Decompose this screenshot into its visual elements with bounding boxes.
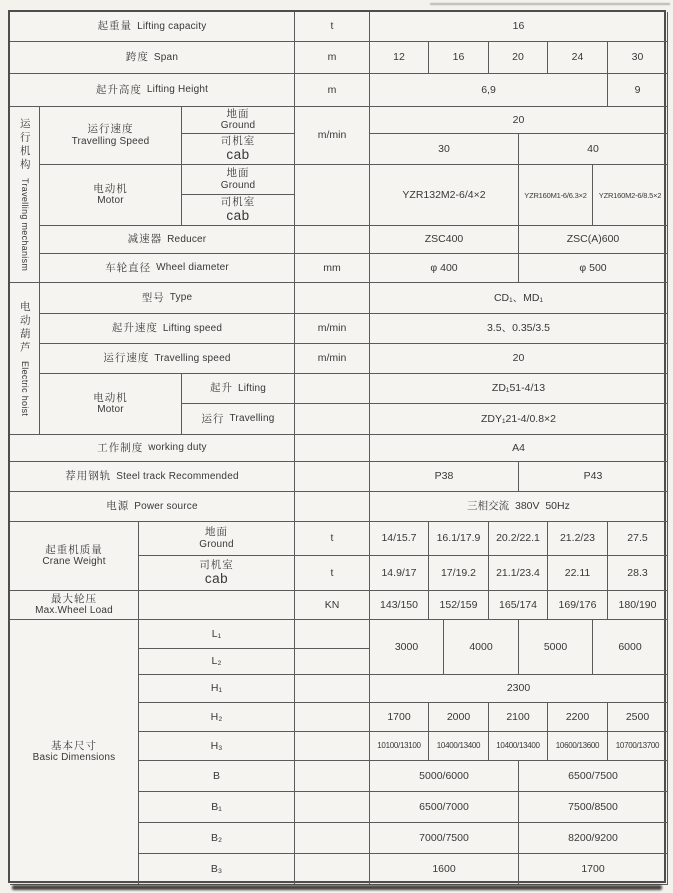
hoist-lifting-speed-label-en: Lifting speed [162,322,223,334]
hoist-motor-label-en: Motor [97,404,124,416]
dim-H3-value-5: 10700/13700 [608,732,668,761]
crane-weight-cab-label [139,556,295,591]
wheel-diameter-label-en: Wheel diameter [156,262,229,273]
hoist-motor-lifting-value: ZD₁51-4/13 [370,374,668,404]
section-electric-hoist-zh: 电动葫芦 [18,300,31,355]
dim-H2-unit [295,703,370,732]
hoist-type-label-en: Type [169,292,193,303]
dim-H3-value-4: 10600/13600 [548,732,608,761]
lifting-height-label [10,74,295,107]
section-travelling-mechanism [10,107,40,283]
reducer-label-en: Reducer [167,233,207,245]
dim-B1-value-1: 6500/7000 [370,792,519,823]
dim-B3-value-2: 1700 [519,854,668,885]
section-electric-hoist [10,283,40,435]
scan-artifact-top-line [430,3,670,5]
dim-H1-label: H₁ [139,675,295,703]
dim-H2-value-3: 2100 [489,703,548,732]
hoist-type-label-zh: 型号 [141,291,165,304]
max-wheel-load-label-en: Max.Wheel Load [35,605,113,617]
travelling-motor-ground-label [182,165,295,195]
dim-L-value-3: 5000 [519,620,593,675]
hoist-motor-label-zh: 电动机 [93,391,128,404]
power-source-label [10,492,295,522]
crane-weight-cab-zh: 司机室 [199,558,234,571]
travelling-speed-ground-value: 20 [370,107,668,134]
dim-B-label: B [139,761,295,792]
dim-H2-value-4: 2200 [548,703,608,732]
travelling-speed-label-en: Travelling Speed [71,135,150,147]
power-source-unit [295,492,370,522]
hoist-motor-travelling-value: ZDY₁21-4/0.8×2 [370,404,668,435]
reducer-value-1: ZSC400 [370,226,519,254]
reducer-value-2: ZSC(A)600 [519,226,668,254]
hoist-motor-label [40,374,182,435]
max-wheel-load-label-zh: 最大轮压 [51,592,97,605]
lifting-capacity-label-zh: 起重量 [97,20,133,33]
dim-B3-unit [295,854,370,885]
hoist-motor-travelling-en: Travelling [229,413,275,424]
steel-track-unit [295,462,370,492]
hoist-motor-lifting-unit [295,374,370,404]
crane-weight-ground-value-3: 20.2/22.1 [489,522,548,556]
dim-B2-unit [295,823,370,854]
dim-H3-label: H₃ [139,732,295,761]
span-value-16: 16 [429,42,489,74]
wheel-diameter-unit: mm [295,254,370,283]
travelling-motor-value-3: YZR160M2-6/8.5×2 [593,165,668,226]
hoist-motor-lifting-en: Lifting [237,382,267,394]
lifting-capacity-unit: t [295,12,370,42]
max-wheel-load-value-4: 169/176 [548,591,608,620]
crane-weight-ground-value-1: 14/15.7 [370,522,429,556]
dim-L1-label: L₁ [139,620,295,649]
max-wheel-load-value-2: 152/159 [429,591,489,620]
hoist-motor-travelling-zh: 运行 [201,412,225,425]
crane-weight-ground-value-5: 27.5 [608,522,668,556]
hoist-lifting-speed-unit: m/min [295,314,370,344]
span-label [10,42,295,74]
dim-L2-label: L₂ [139,649,295,675]
working-duty-value: A4 [370,435,668,462]
wheel-diameter-value-1: φ 400 [370,254,519,283]
max-wheel-load-value-3: 165/174 [489,591,548,620]
dim-B3-value-1: 1600 [370,854,519,885]
travelling-motor-ground-zh: 地面 [226,167,250,180]
span-value-12: 12 [370,42,429,74]
reducer-unit [295,226,370,254]
crane-weight-label [10,522,139,591]
steel-track-label-en: Steel track Recommended [116,470,239,482]
section-electric-hoist-en: Electric hoist [20,360,30,417]
crane-weight-ground-zh: 地面 [205,526,228,539]
span-value-30: 30 [608,42,668,74]
hoist-lifting-speed-value: 3.5、0.35/3.5 [370,314,668,344]
dim-L-value-1: 3000 [370,620,444,675]
power-source-value: 三相交流 380V 50Hz [370,492,668,522]
crane-weight-ground-value-2: 16.1/17.9 [429,522,489,556]
hoist-type-label [40,283,295,314]
hoist-type-value: CD₁、MD₁ [370,283,668,314]
wheel-diameter-value-2: φ 500 [519,254,668,283]
power-source-label-en: Power source [134,500,198,512]
dim-B-value-1: 5000/6000 [370,761,519,792]
wheel-diameter-label-zh: 车轮直径 [105,261,152,274]
hoist-type-unit [295,283,370,314]
dim-B1-value-2: 7500/8500 [519,792,668,823]
dim-H1-value: 2300 [370,675,668,703]
travelling-motor-ground-en: Ground [220,179,256,191]
travelling-speed-cab-label [182,134,295,165]
section-basic-dimensions [10,620,139,885]
span-label-zh: 跨度 [125,51,149,64]
max-wheel-load-value-5: 180/190 [608,591,668,620]
travelling-speed-ground-label [182,107,295,134]
dim-B-value-2: 6500/7500 [519,761,668,792]
dim-L1-unit [295,620,370,649]
crane-weight-cab-value-1: 14.9/17 [370,556,429,591]
travelling-speed-cab-zh: 司机室 [220,134,256,147]
lifting-capacity-value: 16 [370,12,668,42]
max-wheel-load-label [10,591,139,620]
section-travelling-mechanism-zh: 运行机构 [18,117,31,172]
lifting-height-unit: m [295,74,370,107]
span-label-en: Span [153,51,179,63]
dim-H2-value-5: 2500 [608,703,668,732]
travelling-motor-cab-en: cab [226,208,250,224]
dim-L-value-2: 4000 [444,620,519,675]
max-wheel-load-unit: KN [295,591,370,620]
section-travelling-mechanism-en: Travelling mechanism [20,177,30,272]
crane-weight-cab-unit: t [295,556,370,591]
working-duty-unit [295,435,370,462]
span-unit: m [295,42,370,74]
travelling-motor-value-1: YZR132M2-6/4×2 [370,165,519,226]
travelling-motor-cab-label [182,195,295,226]
section-basic-dimensions-en: Basic Dimensions [32,752,116,764]
travelling-motor-value-2: YZR160M1-6/6.3×2 [519,165,593,226]
max-wheel-load-spacer [139,591,295,620]
travelling-motor-cab-zh: 司机室 [220,195,256,208]
working-duty-label [10,435,295,462]
dim-B1-unit [295,792,370,823]
dim-L2-unit [295,649,370,675]
dim-H1-unit [295,675,370,703]
hoist-motor-travelling-unit [295,404,370,435]
crane-weight-cab-value-2: 17/19.2 [429,556,489,591]
lifting-height-label-en: Lifting Height [146,84,209,95]
crane-weight-ground-en: Ground [199,538,234,550]
travelling-motor-unit [295,165,370,226]
scan-artifact-bottom-bar [12,885,662,890]
travelling-speed-ground-en: Ground [220,120,256,132]
dim-B2-value-1: 7000/7500 [370,823,519,854]
dim-H3-unit [295,732,370,761]
travelling-speed-ground-zh: 地面 [226,107,250,120]
hoist-travelling-speed-value: 20 [370,344,668,374]
dim-H2-value-2: 2000 [429,703,489,732]
power-source-label-zh: 电源 [106,500,130,513]
crane-spec-table [8,10,666,883]
dim-H2-value-1: 1700 [370,703,429,732]
travelling-speed-cab-en: cab [226,147,250,163]
crane-weight-label-en: Crane Weight [42,556,106,568]
section-basic-dimensions-zh: 基本尺寸 [51,739,97,752]
crane-weight-ground-value-4: 21.2/23 [548,522,608,556]
steel-track-value-1: P38 [370,462,519,492]
crane-weight-cab-value-4: 22.11 [548,556,608,591]
crane-weight-cab-value-3: 21.1/23.4 [489,556,548,591]
crane-weight-ground-label [139,522,295,556]
travelling-speed-cab-value-1: 30 [370,134,519,165]
dim-B3-label: B₃ [139,854,295,885]
steel-track-label-zh: 荐用钢轨 [65,470,112,483]
hoist-travelling-speed-label-en: Travelling speed [154,352,231,364]
span-value-20: 20 [489,42,548,74]
crane-weight-label-zh: 起重机质量 [45,543,103,556]
hoist-motor-travelling-label [182,404,295,435]
working-duty-label-en: working duty [148,442,207,453]
steel-track-label [10,462,295,492]
hoist-motor-lifting-zh: 起升 [209,382,233,395]
travelling-speed-unit: m/min [295,107,370,165]
reducer-label [40,226,295,254]
hoist-travelling-speed-unit: m/min [295,344,370,374]
travelling-speed-cab-value-2: 40 [519,134,668,165]
lifting-capacity-label-en: Lifting capacity [137,20,207,32]
dim-B1-label: B₁ [139,792,295,823]
travelling-motor-label [40,165,182,226]
hoist-travelling-speed-label-zh: 运行速度 [103,352,150,365]
dim-H3-value-3: 10400/13400 [489,732,548,761]
travelling-speed-label [40,107,182,165]
travelling-speed-label-zh: 运行速度 [87,123,134,136]
dim-L-value-4: 6000 [593,620,668,675]
hoist-travelling-speed-label [40,344,295,374]
lifting-capacity-label [10,12,295,42]
wheel-diameter-label [40,254,295,283]
travelling-motor-label-zh: 电动机 [93,182,128,195]
lifting-height-value-main: 6,9 [370,74,608,107]
lifting-height-value-last: 9 [608,74,668,107]
dim-H3-value-2: 10400/13400 [429,732,489,761]
dim-H3-value-1: 10100/13100 [370,732,429,761]
steel-track-value-2: P43 [519,462,668,492]
dim-B-unit [295,761,370,792]
dim-B2-value-2: 8200/9200 [519,823,668,854]
span-value-24: 24 [548,42,608,74]
travelling-motor-label-en: Motor [97,195,124,207]
lifting-height-label-zh: 起升高度 [95,83,142,96]
working-duty-label-zh: 工作制度 [97,441,144,454]
hoist-lifting-speed-label [40,314,295,344]
crane-weight-cab-en: cab [204,571,229,587]
max-wheel-load-value-1: 143/150 [370,591,429,620]
dim-B2-label: B₂ [139,823,295,854]
hoist-lifting-speed-label-zh: 起升速度 [111,322,158,335]
reducer-label-zh: 减速器 [127,233,163,246]
crane-weight-ground-unit: t [295,522,370,556]
dim-H2-label: H₂ [139,703,295,732]
hoist-motor-lifting-label [182,374,295,404]
crane-weight-cab-value-5: 28.3 [608,556,668,591]
